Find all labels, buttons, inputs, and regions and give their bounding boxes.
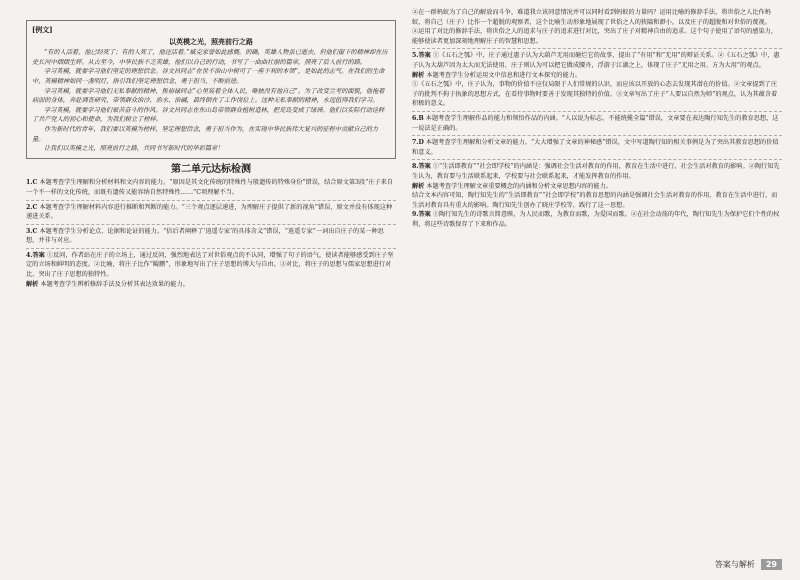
divider	[412, 135, 782, 136]
essay-paragraph: 学习英模，就要学习他们坚定的理想信念。谷文昌同志“在世不治山中树可了一座不利的本领”，是如此的志气。在我们的生命中，英模精神如同一盏明灯，指引我们坚定理想信念，勇于担当，不断前进。	[32, 68, 385, 85]
essay-paragraph: 学习英模，就要学习他们无私奉献的精神，焦裕禄同志“心里装着全体人民，唯独没有他自己”。为了改变兰考的面貌，他拖着病弱的身体，奔赴调查研究，带领群众治沙、治水、治碱，最终倒在了工作岗位上。这种无私奉献的精神，永远值得我们学习。	[32, 87, 385, 105]
section-title: 第二单元达标检测	[171, 163, 251, 175]
right-column	[412, 8, 782, 229]
answer-item: 2.C 本题考查学生理解材料内容进行推断和判断的能力。“三个观点逐层递进，为理解庄子提供了新的视角”错误，原文并没有体现这种递进关系。	[26, 203, 393, 221]
answer-item: ②运用了对比的修辞手法，将世俗之人的追求与庄子的追求进行对比，突出了庄子对精神自由的追求。这个句子使用了语句的感染力，能够使读者更加深刻地理解庄子的智慧和思想。	[412, 28, 778, 45]
answer-item: 解析 本题考查学生分析运用文中信息和进行文本探究的能力。	[412, 71, 582, 79]
answer-item: 6.B 本题考查学生理解作品的能力和领悟作品的内涵。“人以说为标志，不能统揽全篇”错误，文章要在表达陶行知先生的教育思想，这一说法是正确的。	[412, 114, 779, 132]
answer-item: 3.C 本题考查学生分析论点、论据和论证的能力。“倍后者阐释了‘逍遥专家’的具体含义”错误，“逍遥专家”一词出自庄子的某一种思想，并非与对应。	[26, 227, 384, 245]
essay-title: 以英模之光，照亮前行之路	[169, 36, 253, 46]
divider	[412, 48, 782, 49]
divider	[26, 200, 396, 201]
divider	[26, 224, 396, 225]
page-footer	[715, 559, 782, 570]
essay-paragraph: 作为新时代的青年，我们要以英模为榜样，坚定理想信念，勇于担当作为，在实现中华民族伟大复兴的征程中贡献自己的力量。	[32, 125, 379, 143]
page-number: 29	[761, 559, 782, 570]
footer-label: 答案与解析	[714, 560, 755, 569]
answer-item: 解析 本题考查学生辨析修辞手法及分析其表达效果的能力。	[26, 280, 189, 288]
divider	[26, 248, 396, 249]
answer-item: 9.答案 ①陶行知先生的诗歌言简意赅，为人民而歌，为教育而歌，为爱国而歌。②在社会动荡的年代，陶行知先生为保护它们个性的权利，将这些诗歌保存了下来和作品。	[412, 211, 780, 228]
answers-left	[26, 178, 396, 289]
sample-essay-box	[26, 20, 396, 159]
answer-item: 4.答案 ①反问，作者站在庄子的立场上，通过反问，强烈地表达了对世俗观点的不认同，增强了句子的语气，使读者能够感受到庄子坚定的立场和鲜明的态度。②比喻，将庄子比作“鲲鹏”，形象地写出了庄子思想的博大与自由。③对比，将庄子的思想与儒家思想进行对比，突出了庄子思想的独特性。	[26, 251, 394, 279]
answer-item: 7.D 本题考查学生理解和分析文章的能力。“大大增强了文章的神秘感”错误，文中写道陶行知的相关事例是为了突出其教育思想的价值和意义。	[412, 139, 779, 156]
answer-item: 结合文本内容可知，陶行知先生的“生活即教育”“社会即学校”的教育思想的内涵是强调社会生活对教育的作用，教育在生活中进行，而生活对教育具有重大的影响。陶行知先生创办了晓庄学校等，践行了这一思想。	[412, 192, 778, 209]
divider	[412, 159, 782, 160]
answer-item: ①《五石之瓠》中，庄子认为，事物的价值不应仅局限于人们常规的认识，而应该以开放的心态去发现其潜在的价值。②文章提到了庄子的批判不拘于执象的思想方式，在看待事物时要善于发现其独特的价值。③文章写出了庄子“人要以自然为师”的观点，认为其蕴含着积极的意义。	[412, 81, 778, 108]
essay-paragraph: 让我们以英模之光，照亮前行之路，共同书写新时代的华彩篇章！	[44, 145, 224, 153]
essay-body	[32, 48, 390, 154]
essay-paragraph: 学习英模，就要学习他们艰苦奋斗的作风。谷文昌同志在东山岛带领群众植树造林，把荒岛变成了绿洲。他们以实际行动诠释了共产党人的初心和使命，为我们树立了榜样。	[32, 106, 385, 124]
sample-tag: [例文]	[32, 25, 53, 34]
answer-item: 8.答案 ①“生活即教育”“社会即学校”的内涵是：强调社会生活对教育的作用，教育在生活中进行，社会生活对教育的影响。②陶行知先生认为，教育要与生活联系起来，学校要与社会联系起来，才能发挥教育的作用。	[412, 163, 780, 180]
answer-item: 1.C 本题考查学生理解和分析材料和文内容的能力。“原因是其文化传统的特殊性与般遗传的特殊身份”错误，结合原文第3段“庄子来自一个不一样的文化传统，而既有遗传又能容纳自然特殊性……”C项理解不当。	[26, 179, 394, 196]
answers-right	[412, 8, 782, 229]
essay-paragraph: “有的人活着，他已经死了；有的人死了，他还活着。”臧克家曾如此感慨。的确，英雄人物虽已逝去，但他们留下的精神却在历史长河中熠熠生辉。从古至今，中华民族不乏英雄，他们以自己的行动，书写了一曲曲壮丽的篇章，照亮了后人前行的路。	[32, 49, 388, 66]
answer-item: 解析 本题考查学生理解文章重要概念的内涵和分析文章思想内容的能力。	[412, 182, 612, 190]
left-column	[26, 20, 396, 289]
divider	[412, 111, 782, 112]
answer-item: ②在一群蚂蚁为了自己的解放而斗争，难道我立该同意情况并可以同时看到蚂蚁的力量吗？运用比喻的修辞手法，将世俗之人比作蚂蚁，将自己（庄子）比作一个超脱的观察者，这个比喻生动形象地展现了世俗之人的狭隘和渺小，以及庄子的超脱和对世俗的蔑视。	[412, 9, 771, 26]
answer-item: 5.答案 ①《五石之瓠》中，庄子通过惠子认为大葫芦无用而砸烂它的故事，提出了“有用”和“无用”的辩证关系。②《五石之瓠》中，惠子认为大葫芦因为太大而无法使用，庄子则认为可以把它做成腰舟，浮游于江湖之上，体现了庄子“无用之用，方为大用”的观点。	[412, 52, 780, 69]
